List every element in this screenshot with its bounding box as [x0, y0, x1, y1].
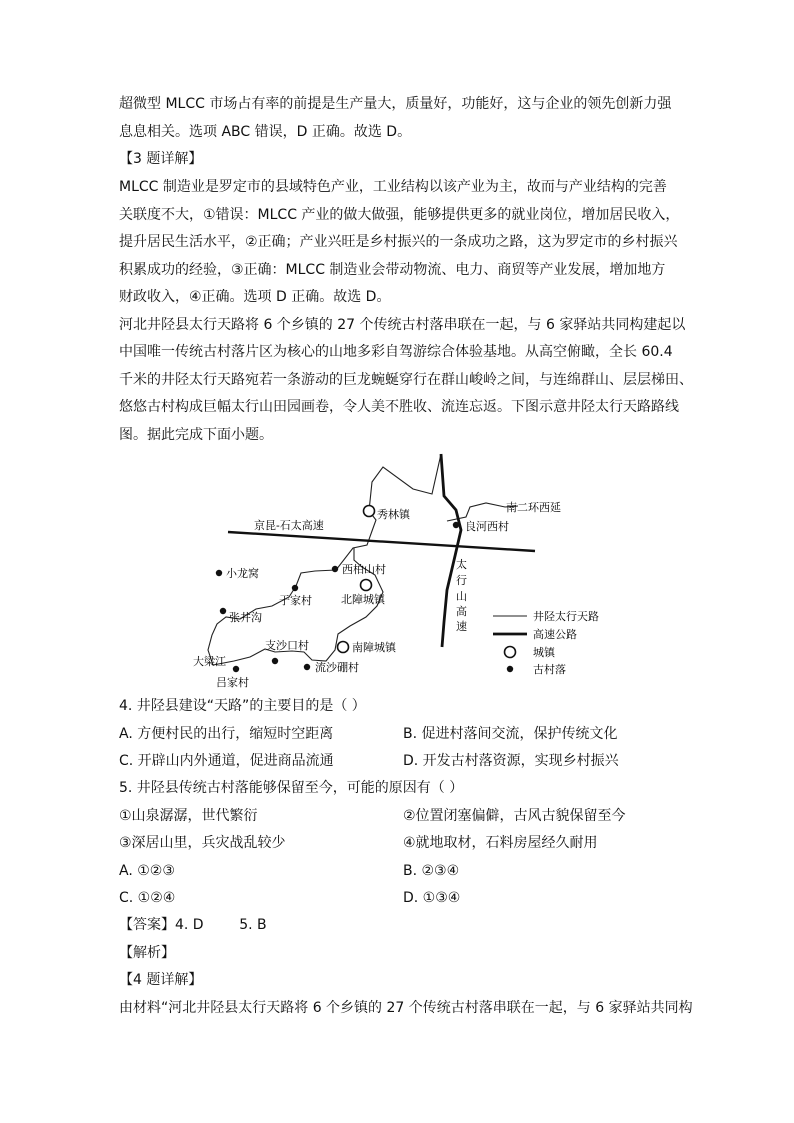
paragraph-line: 中国唯一传统古村落片区为核心的山地多彩自驾游综合体验基地。从高空俯瞰，全长 60.4: [119, 344, 673, 360]
q4-option-c: C. 开辟山内外通道，促进商品流通: [119, 753, 334, 769]
q5-option-d: D. ①③④: [403, 890, 461, 906]
xiulin-town-marker: [364, 506, 375, 517]
route-map: [0, 440, 794, 695]
jingkun-label: 京昆-石太高速: [254, 519, 324, 532]
legend-town-swatch: [505, 647, 516, 658]
q5-option-a: A. ①②③: [119, 863, 175, 879]
nanzhang-label: 南障城镇: [352, 641, 396, 654]
taihang-label-char: 太: [456, 558, 467, 571]
lvjia-village-marker: [233, 666, 239, 672]
taihang-label-char: 高: [456, 605, 467, 618]
legend-village-swatch: [507, 666, 513, 672]
lvjia-label: 吕家村: [216, 676, 249, 689]
q4-option-a: A. 方便村民的出行，缩短时空距离: [119, 726, 334, 742]
xiaolongwo-label: 小龙窝: [226, 567, 259, 580]
paragraph-line: 提升居民生活水平，②正确；产业兴旺是乡村振兴的一条成功之路，这为罗定市的乡村振兴: [119, 234, 678, 250]
analysis-heading: 【解析】: [119, 945, 175, 961]
zhishakou-label: 支沙口村: [265, 639, 309, 652]
jingkun-highway: [228, 532, 535, 551]
zhangjing-label: 张井沟: [229, 611, 262, 624]
paragraph-line: 悠悠古村构成巨幅太行山田园画卷，令人美不胜收、流连忘返。下图示意井陉太行天路路线: [119, 399, 679, 415]
question-4-stem: 4. 井陉县建设“天路”的主要目的是（ ）: [119, 698, 366, 714]
q5-statement-2: ②位置闭塞偏僻，古风古貌保留至今: [403, 808, 626, 824]
taihang-label-char: 速: [456, 620, 467, 633]
paragraph-line: 财政收入，④正确。选项 D 正确。故选 D。: [119, 289, 391, 305]
taihang-highway: [441, 454, 461, 647]
legend-road-label: 井陉太行天路: [533, 610, 599, 623]
paragraph-line: 千米的井陉太行天路宛若一条游动的巨龙蜿蜒穿行在群山峻岭之间，与连绵群山、层层梯田、: [119, 372, 693, 388]
paragraph-line: 图。据此完成下面小题。: [119, 427, 273, 443]
paragraph-line: MLCC 制造业是罗定市的县域特色产业，工业结构以该产业为主，故而与产业结构的完善: [119, 179, 667, 195]
paragraph-line: 息息相关。选项 ABC 错误，D 正确。故选 D。: [119, 124, 412, 140]
q5-statement-3: ③深居山里，兵灾战乱较少: [119, 835, 286, 851]
liushapeng-village-marker: [304, 664, 310, 670]
answer-line: 【答案】4. D 5. B: [119, 917, 267, 933]
zhangjing-village-marker: [220, 608, 226, 614]
daliangjiang-label: 大梁江: [193, 655, 226, 668]
q5-statement-1: ①山泉潺潺，世代繁衍: [119, 808, 258, 824]
xibaishan-label: 西柏山村: [342, 563, 386, 576]
paragraph-line: 河北井陉县太行天路将 6 个乡镇的 27 个传统古村落串联在一起，与 6 家驿站共同构建起以: [119, 317, 686, 333]
nanzhang-town-marker: [338, 642, 349, 653]
legend-highway-label: 高速公路: [533, 628, 577, 641]
beizhang-label: 北障城镇: [341, 593, 385, 606]
q4-detail-heading: 【4 题详解】: [119, 972, 203, 988]
q5-option-b: B. ②③④: [403, 863, 460, 879]
xibaishan-village-marker: [332, 566, 338, 572]
legend-village-label: 古村落: [533, 663, 566, 676]
lianghe-village-marker: [453, 522, 459, 528]
yujia-label: 于家村: [279, 594, 312, 607]
q4-option-d: D. 开发古村落资源，实现乡村振兴: [403, 753, 619, 769]
paragraph-line: 由材料“河北井陉县太行天路将 6 个乡镇的 27 个传统古村落串联在一起，与 6 家驿站共同构: [119, 1000, 693, 1016]
question-5-stem: 5. 井陉县传统古村落能够保留至今，可能的原因有（ ）: [119, 780, 464, 796]
xiulin-label: 秀林镇: [377, 508, 410, 521]
paragraph-line: 积累成功的经验，③正确：MLCC 制造业会带动物流、电力、商贸等产业发展，增加地方: [119, 262, 666, 278]
q5-statement-4: ④就地取材，石料房屋经久耐用: [403, 835, 598, 851]
sky-road-route: [208, 454, 441, 665]
map-legend: [493, 609, 599, 676]
paragraph-line: 关联度不大，①错误：MLCC 产业的做大做强，能够提供更多的就业岗位，增加居民收入，: [119, 207, 680, 223]
q4-option-b: B. 促进村落间交流，保护传统文化: [403, 726, 618, 742]
paragraph-line: 超微型 MLCC 市场占有率的前提是生产量大，质量好，功能好，这与企业的领先创新力强: [119, 96, 672, 112]
yujia-village-marker: [292, 585, 298, 591]
legend-town-label: 城镇: [533, 646, 555, 659]
beizhang-town-marker: [361, 580, 372, 591]
liushapeng-label: 流沙硼村: [315, 661, 359, 674]
q5-option-c: C. ①②④: [119, 890, 176, 906]
taihang-label-char: 行: [456, 574, 467, 587]
nanhuan-label: 南二环西延: [506, 501, 561, 514]
xiaolongwo-village-marker: [216, 570, 222, 576]
taihang-label-char: 山: [456, 590, 467, 603]
zhishakou-village-marker: [272, 658, 278, 664]
section-heading: 【3 题详解】: [119, 151, 203, 167]
lianghe-label: 良河西村: [465, 520, 509, 533]
